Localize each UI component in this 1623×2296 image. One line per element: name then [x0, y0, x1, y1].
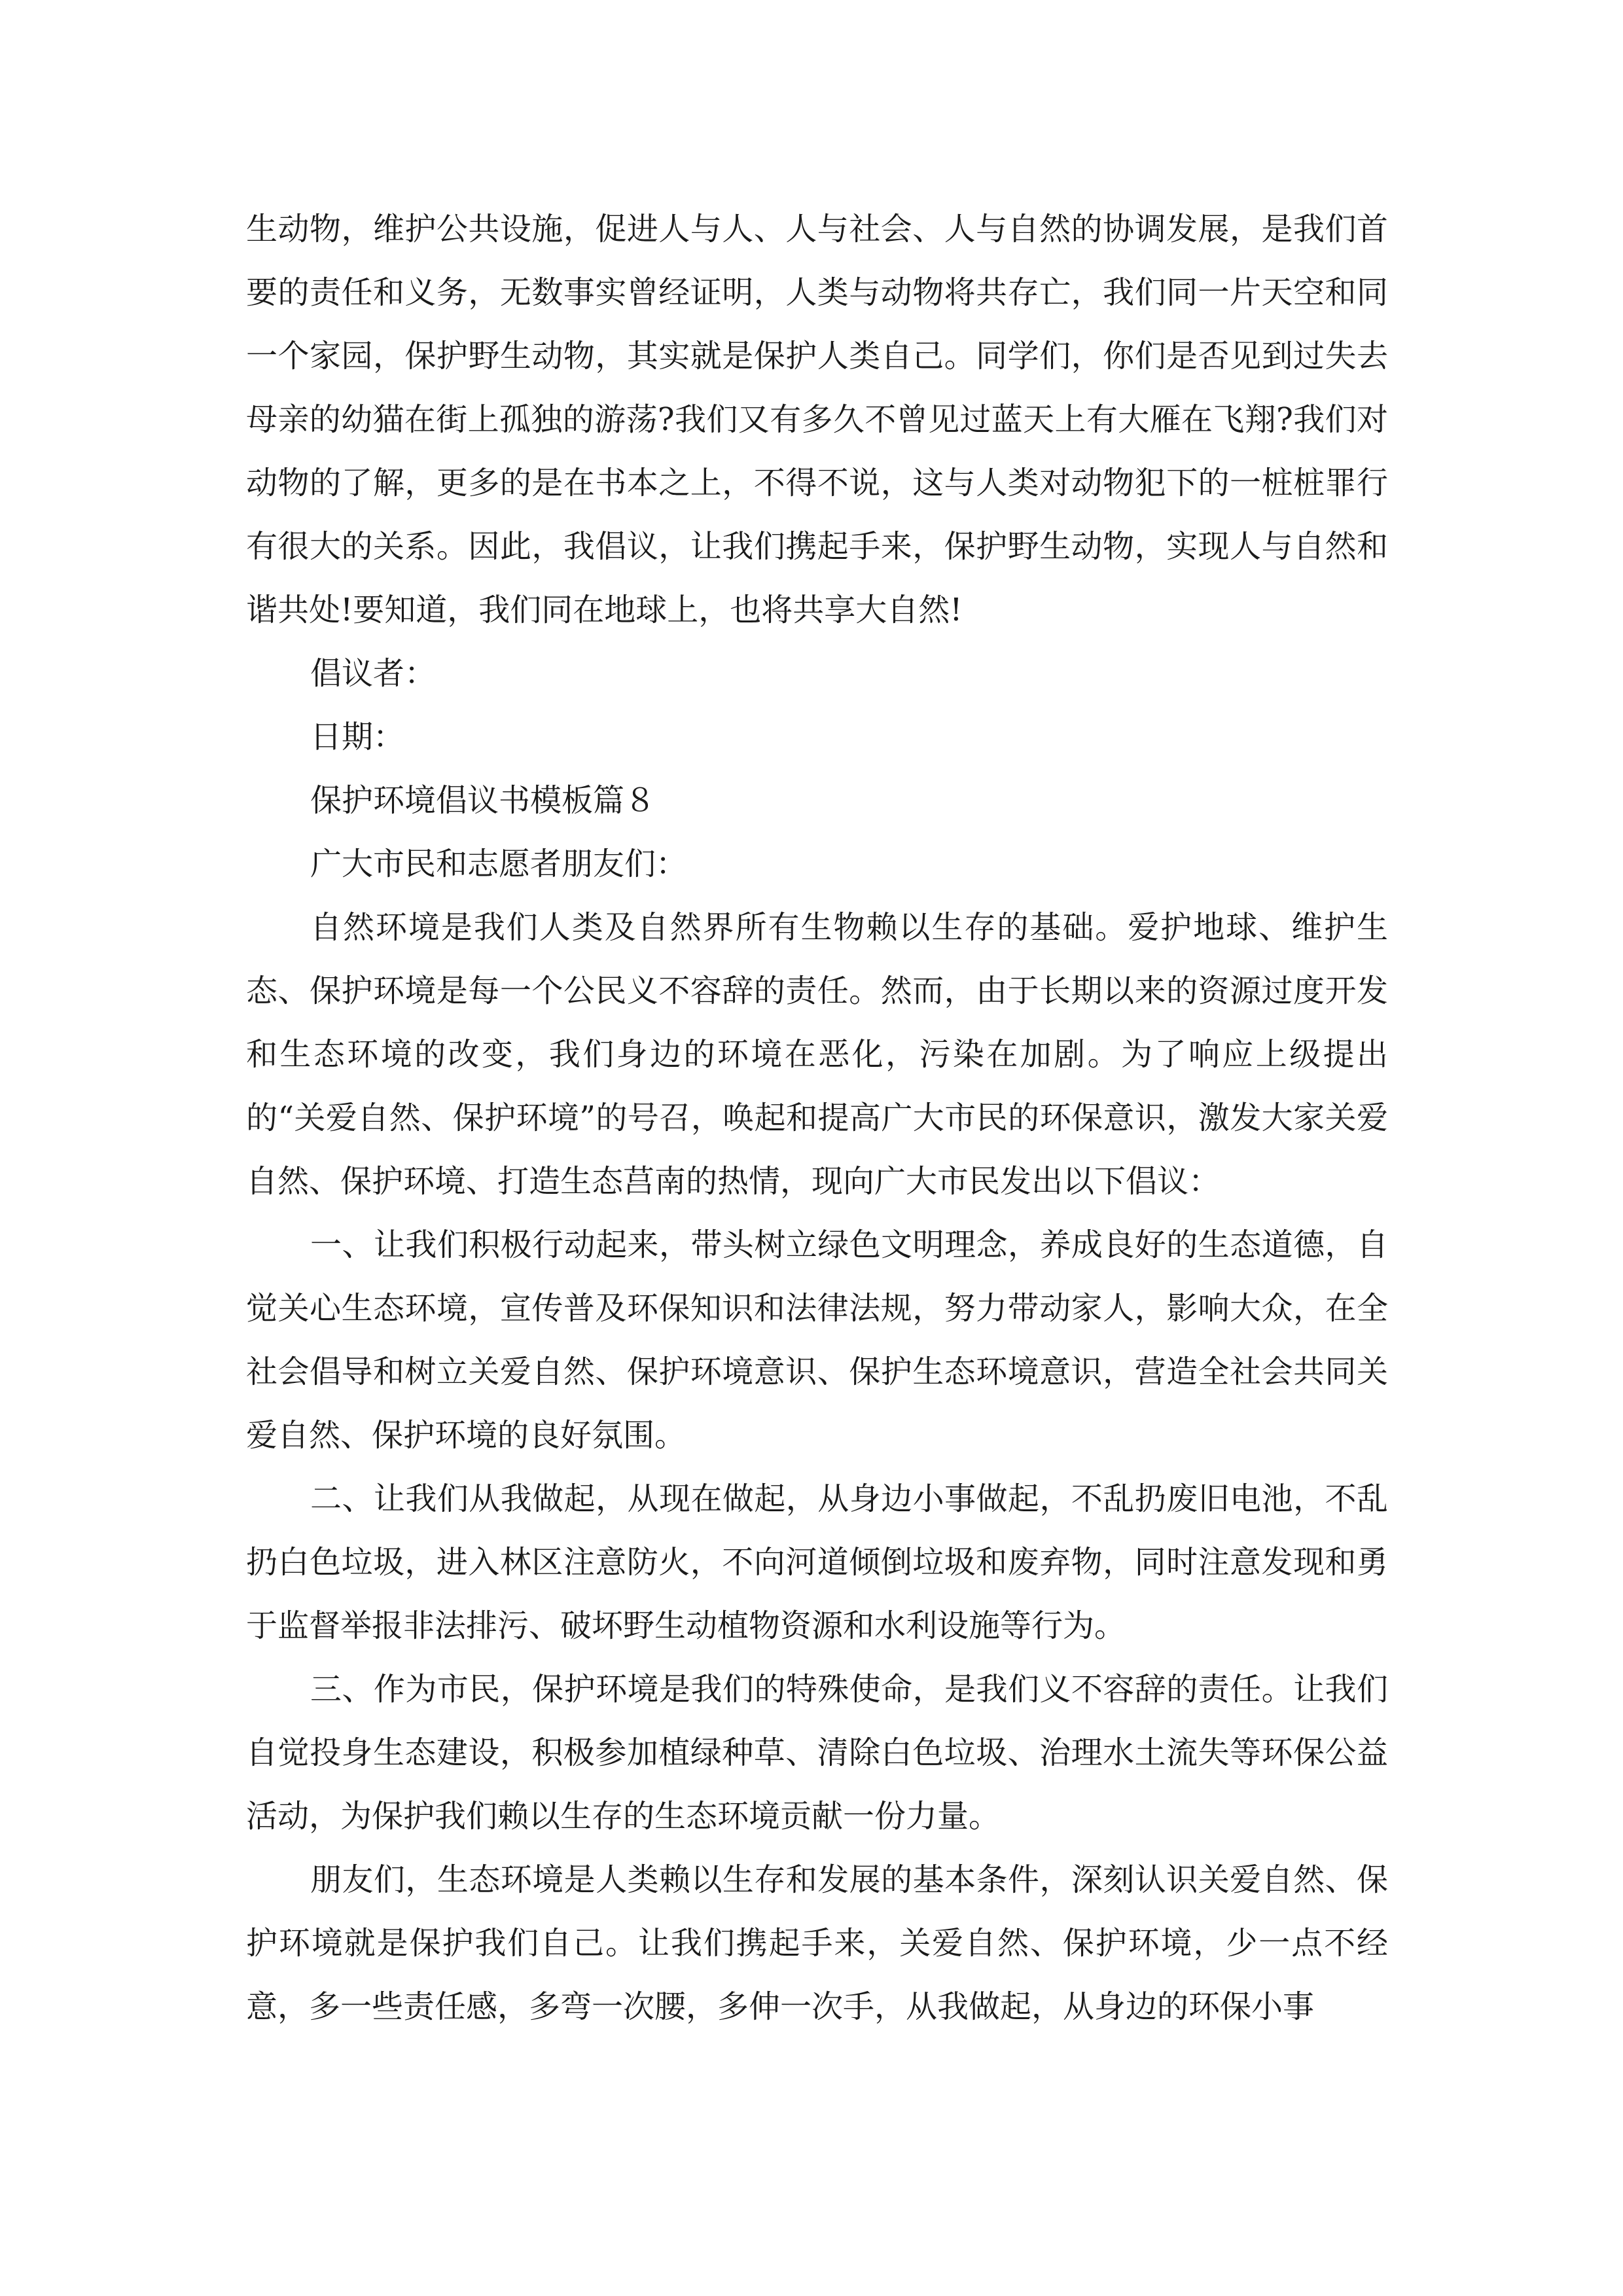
paragraph-proposal-2: 二、让我们从我做起，从现在做起，从身边小事做起，不乱扔废旧电池，不乱扔白色垃圾，进入林区注意防火，不向河道倾倒垃圾和废弃物，同时注意发现和勇于监督举报非法排污、破坏野生动植物资源和水利设施等行为。	[246, 1480, 1388, 1644]
section-title: 保护环境倡议书模板篇８	[310, 782, 656, 819]
paragraph-closing: 朋友们，生态环境是人类赖以生存和发展的基本条件，深刻认识关爱自然、保护环境就是保护我们自己。让我们携起手来，关爱自然、保护环境，少一点不经意，多一些责任感，多弯一次腰，多伸一次手，从我做起，从身边的环保小事	[246, 1861, 1388, 2025]
paragraph-continued: 生动物，维护公共设施，促进人与人、人与社会、人与自然的协调发展，是我们首要的责任和义务，无数事实曾经证明，人类与动物将共存亡，我们同一片天空和同一个家园，保护野生动物，其实就是保护人类自己。同学们，你们是否见到过失去母亲的幼猫在街上孤独的游荡?我们又有多久不曾见过蓝天上有大雁在飞翔?我们对动物的了解，更多的是在书本之上，不得不说，这与人类对动物犯下的一桩桩罪行有很大的关系。因此，我倡议，让我们携起手来，保护野生动物，实现人与自然和谐共处!要知道，我们同在地球上，也将共享大自然!	[246, 211, 1388, 628]
salutation: 广大市民和志愿者朋友们：	[310, 846, 688, 882]
document-body	[246, 198, 1388, 2039]
paragraph-proposal-3: 三、作为市民，保护环境是我们的特殊使命，是我们义不容辞的责任。让我们自觉投身生态建设，积极参加植绿种草、清除白色垃圾、治理水土流失等环保公益活动，为保护我们赖以生存的生态环境贡献一份力量。	[246, 1671, 1388, 1835]
proposer-label: 倡议者：	[310, 655, 437, 692]
paragraph-proposal-1: 一、让我们积极行动起来，带头树立绿色文明理念，养成良好的生态道德，自觉关心生态环境，宣传普及环保知识和法律法规，努力带动家人，影响大众，在全社会倡导和树立关爱自然、保护环境意识、保护生态环境意识，营造全社会共同关爱自然、保护环境的良好氛围。	[246, 1227, 1388, 1454]
paragraph-intro: 自然环境是我们人类及自然界所有生物赖以生存的基础。爱护地球、维护生态、保护环境是每一个公民义不容辞的责任。然而，由于长期以来的资源过度开发和生态环境的改变，我们身边的环境在恶化，污染在加剧。为了响应上级提出的“关爱自然、保护环境”的号召，唤起和提高广大市民的环保意识，激发大家关爱自然、保护环境、打造生态莒南的热情，现向广大市民发出以下倡议：	[246, 909, 1388, 1200]
date-label: 日期：	[310, 719, 405, 755]
